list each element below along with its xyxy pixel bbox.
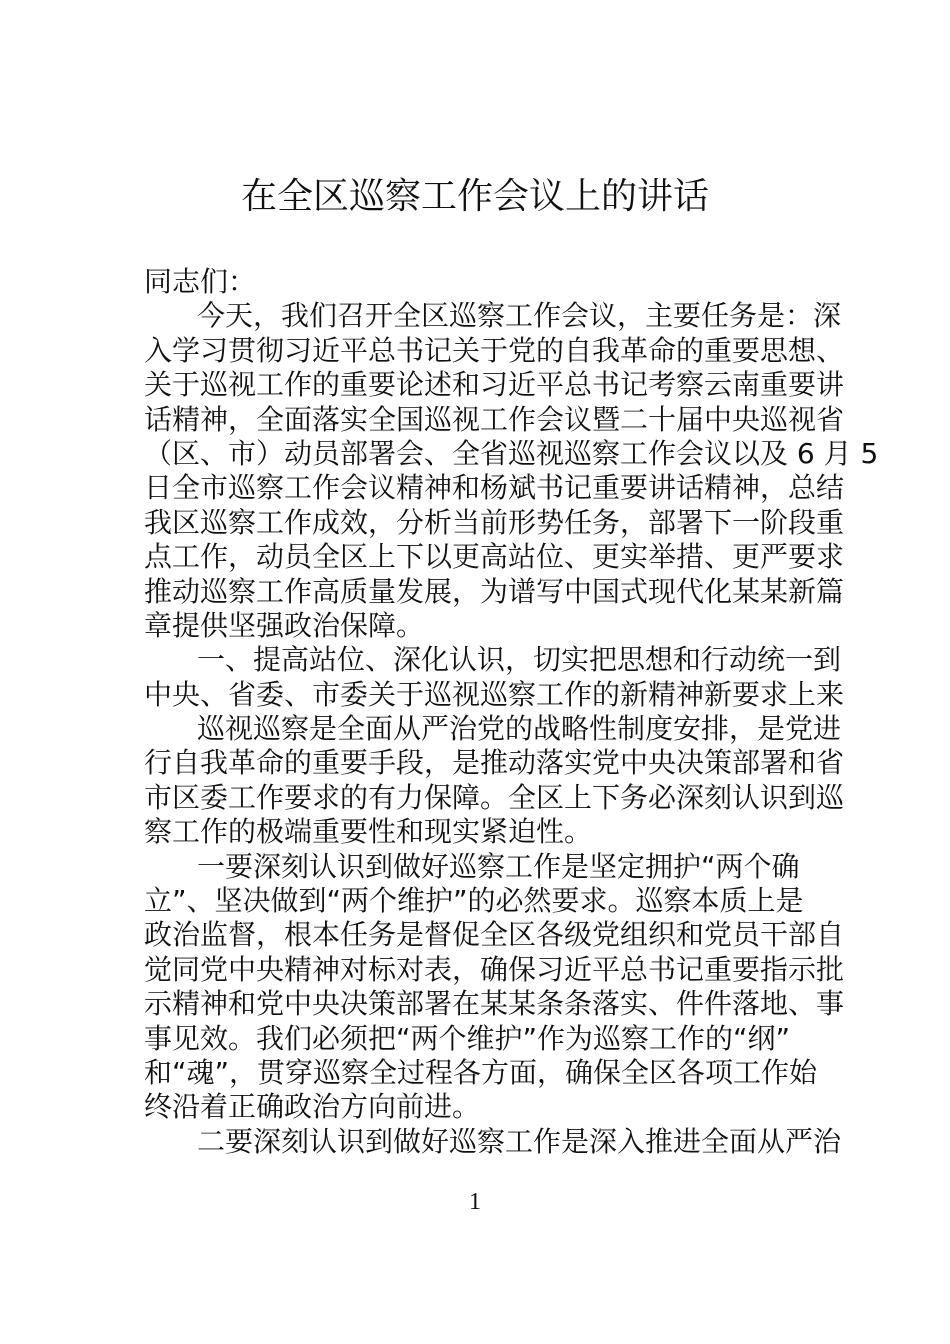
section-heading-line: 一、提高站位、深化认识，切实把思想和行动统一到 (197, 643, 842, 677)
paragraph-line: 推动巡察工作高质量发展，为谱写中国式现代化某某新篇 (144, 574, 845, 608)
paragraph-line: 事见效。我们必须把“两个维护”作为巡察工作的“纲” (144, 1021, 791, 1055)
paragraph-line: （区、市）动员部署会、全省巡视巡察工作会议以及 6 月 5 (144, 436, 879, 470)
paragraph-line: 我区巡察工作成效，分析当前形势任务，部署下一阶段重 (144, 505, 845, 539)
document-title: 在全区巡察工作会议上的讲话 (240, 176, 709, 217)
paragraph-line: 今天，我们召开全区巡察工作会议，主要任务是：深 (197, 299, 842, 333)
section-heading-line: 中央、省委、市委关于巡视巡察工作的新精神新要求上来 (144, 677, 845, 711)
page-number: 1 (469, 1189, 481, 1215)
paragraph-line: 入学习贯彻习近平总书记关于党的自我革命的重要思想、 (144, 333, 845, 367)
paragraph-line: 点工作，动员全区上下以更高站位、更实举措、更严要求 (144, 540, 845, 574)
paragraph-line: 关于巡视工作的重要论述和习近平总书记考察云南重要讲 (144, 368, 845, 402)
paragraph-line: 和“魂”，贯穿巡察全过程各方面，确保全区各项工作始 (144, 1055, 818, 1089)
paragraph-line: 行自我革命的重要手段，是推动落实党中央决策部署和省 (144, 746, 845, 780)
paragraph-line: 立”、坚决做到“两个维护”的必然要求。巡察本质上是 (144, 884, 804, 918)
paragraph-line: 章提供坚强政治保障。 (144, 608, 425, 642)
salutation-line: 同志们： (144, 265, 257, 298)
paragraph-line: 终沿着正确政治方向前进。 (144, 1090, 481, 1124)
paragraph-line: 察工作的极端重要性和现实紧迫性。 (144, 815, 593, 849)
paragraph-line: 话精神，全面落实全国巡视工作会议暨二十届中央巡视省 (144, 402, 845, 436)
paragraph-line: 示精神和党中央决策部署在某某条条落实、件件落地、事 (144, 987, 845, 1021)
document-body (144, 265, 879, 1159)
paragraph-line: 日全市巡察工作会议精神和杨斌书记重要讲话精神，总结 (144, 471, 845, 505)
paragraph-line: 政治监督，根本任务是督促全区各级党组织和党员干部自 (144, 918, 845, 952)
paragraph-line: 一要深刻认识到做好巡察工作是坚定拥护“两个确 (197, 849, 800, 883)
paragraph-line: 市区委工作要求的有力保障。全区上下务必深刻认识到巡 (144, 780, 845, 814)
paragraph-line: 巡视巡察是全面从严治党的战略性制度安排，是党进 (197, 712, 842, 746)
paragraph-line: 二要深刻认识到做好巡察工作是深入推进全面从严治 (197, 1124, 842, 1158)
paragraph-line: 觉同党中央精神对标对表，确保习近平总书记重要指示批 (144, 952, 845, 986)
